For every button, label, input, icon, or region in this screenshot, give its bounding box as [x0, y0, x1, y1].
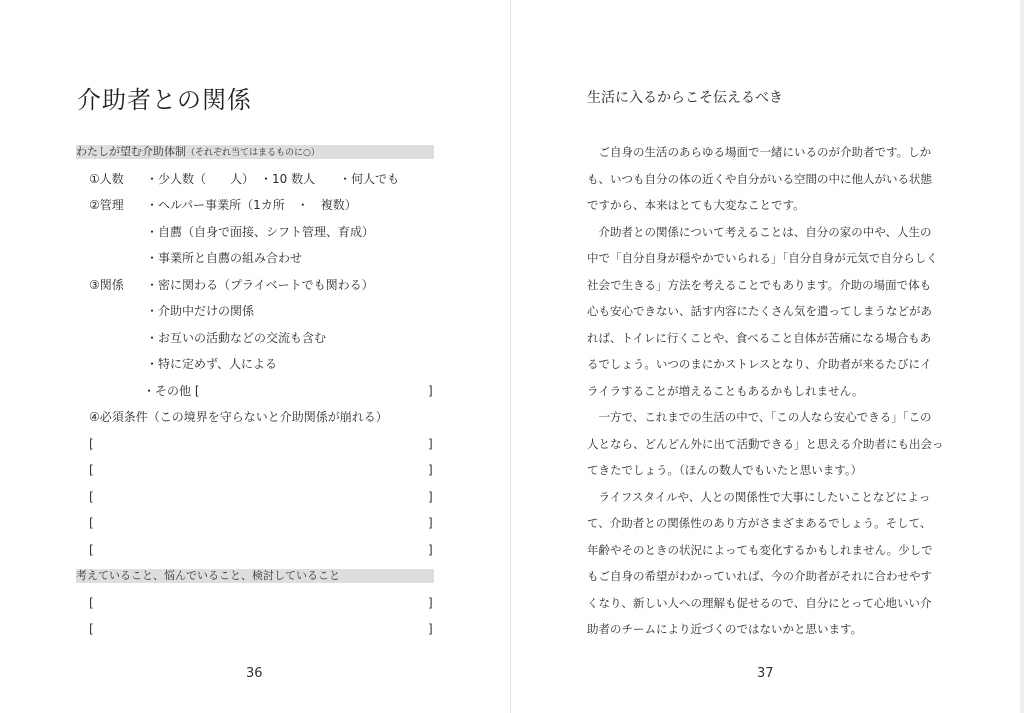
body-line: 心も安心できない、話す内容にたくさん気を遣ってしまうなどがあ: [587, 304, 932, 318]
body-line: ライフスタイルや、人との関係性で大事にしたいことなどによっ: [587, 489, 931, 504]
section-header-note: （それぞれ当てはまるものに○）: [186, 148, 320, 158]
bracket-open: [: [89, 622, 94, 636]
left-page: [0, 0, 510, 713]
option-management-agency: ・ヘルパー事業所（1カ所 ・ 複数）: [146, 198, 357, 212]
body-line: もご自身の希望がわかっていれば、今の介助者がそれに合わせやす: [587, 569, 932, 583]
bracket-close: ]: [428, 516, 433, 530]
bracket-open: [: [89, 596, 94, 610]
bracket-close: ]: [428, 463, 433, 477]
bracket-close: ]: [428, 384, 433, 398]
body-line: てきたでしょう。（ほんの数人でもいたと思います。）: [587, 463, 863, 477]
body-text: [587, 139, 947, 643]
bracket-close: ]: [428, 437, 433, 451]
body-line: 介助者との関係について考えることは、自分の家の中や、人生の: [587, 224, 932, 239]
section-header-care-system: [76, 145, 434, 159]
page-edge: [1020, 0, 1024, 713]
section-header-label: 考えていること、悩んでいること、検討していること: [76, 569, 340, 582]
option-relationship-depends: ・特に定めず、人による: [146, 357, 278, 371]
option-management-self: ・自薦（自身で面接、シフト管理、育成）: [146, 225, 375, 239]
bracket-close: ]: [428, 490, 433, 504]
body-line: 社会で生きる」方法を考えることでもあります。介助の場面で体も: [587, 277, 932, 292]
body-line: ですから、本来はとても大変なことです。: [587, 198, 805, 212]
left-page-title: 介助者との関係: [77, 86, 252, 114]
bracket-close: ]: [428, 622, 433, 636]
body-line: て、介助者との関係性のあり方がさまざまあるでしょう。そして、: [587, 516, 932, 530]
body-line: 年齢やそのときの状況によっても変化するかもしれません。少しで: [587, 542, 933, 557]
body-line: も、いつも自分の体の近くや自分がいる空間の中に他人がいる状態: [587, 171, 932, 186]
body-line: くなり、新しい人への理解も促せるので、自分にとって心地いい介: [587, 595, 932, 610]
body-line: 助者のチームにより近づくのではないかと思います。: [587, 622, 863, 636]
right-page-title: 生活に入るからこそ伝えるべき: [587, 90, 783, 106]
option-relationship-other: ・その他 [: [143, 384, 200, 398]
body-line: 人となら、どんどん外に出て活動できる」と思える介助者にも出会っ: [587, 436, 944, 451]
bracket-open: [: [89, 543, 94, 557]
bracket-open: [: [89, 516, 94, 530]
option-relationship-close: ・密に関わる（プライベートでも関わる）: [146, 278, 374, 292]
body-line: 一方で、これまでの生活の中で、「この人なら安心できる」「この: [587, 410, 932, 424]
option-management-combo: ・事業所と自薦の組み合わせ: [146, 251, 303, 265]
bracket-open: [: [89, 490, 94, 504]
label-relationship: ③関係: [89, 278, 124, 292]
label-headcount: ①人数: [89, 172, 124, 186]
page-number-right: 37: [757, 666, 774, 681]
section-header-thoughts: [76, 569, 434, 583]
body-line: 中で「自分自身が穏やかでいられる」「自分自身が元気で自分らしく: [587, 251, 938, 265]
section-header-label: わたしが望む介助体制: [76, 145, 186, 158]
bracket-close: ]: [428, 543, 433, 557]
bracket-open: [: [89, 437, 94, 451]
body-line: ご自身の生活のあらゆる場面で一緒にいるのが介助者です。しか: [587, 145, 932, 159]
option-relationship-exchange: ・お互いの活動などの交流も含む: [146, 331, 327, 345]
option-headcount: ・少人数（ 人） ・10 数人 ・何人でも: [146, 172, 400, 186]
option-relationship-care-only: ・介助中だけの関係: [146, 304, 255, 318]
body-line: れば、トイレに行くことや、食べること自体が苦痛になる場合もあ: [587, 330, 932, 345]
body-line: るでしょう。いつのまにかストレスとなり、介助者が来るたびにイ: [587, 357, 932, 371]
bracket-open: [: [89, 463, 94, 477]
label-required-conditions: ④必須条件（この境界を守らないと介助関係が崩れる）: [89, 410, 388, 424]
body-line: ライラすることが増えることもあるかもしれません。: [587, 383, 864, 398]
page-number-left: 36: [246, 666, 263, 681]
label-management: ②管理: [89, 198, 124, 212]
bracket-close: ]: [428, 596, 433, 610]
